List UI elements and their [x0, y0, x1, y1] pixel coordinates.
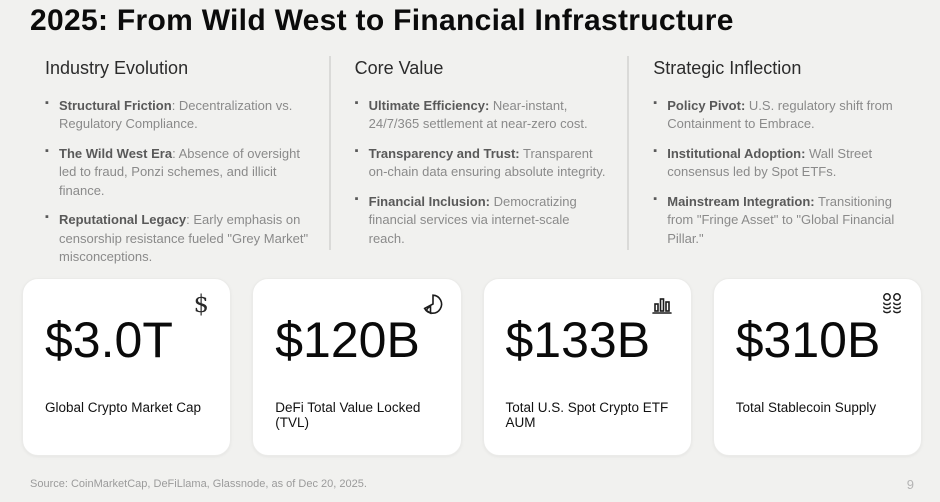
bullet-text: Transparent on-chain data ensuring absolute integrity. — [368, 145, 606, 180]
bullet-lead: Institutional Adoption: — [667, 145, 806, 161]
stat-cards-section — [22, 278, 922, 456]
bullet-text: : Early emphasis on censorship resistance fueled "Grey Market" misconceptions. — [59, 212, 309, 265]
source-note: Source: CoinMarketCap, DeFiLlama, Glassnode, as of Dec 20, 2025. — [30, 478, 367, 490]
stat-value: $3.0T — [45, 312, 173, 368]
page-title: 2025: From Wild West to Financial Infrastructure — [30, 4, 734, 37]
bullet-item — [355, 97, 608, 134]
bullet-item — [45, 145, 309, 200]
page-number: 9 — [906, 477, 914, 492]
bullet-lead: Structural Friction — [59, 98, 172, 113]
bullet-item — [45, 97, 309, 134]
stat-value: $120B — [275, 312, 420, 368]
column-header: Industry Evolution — [45, 58, 189, 78]
stat-card-defi-tvl — [252, 278, 461, 456]
coins-icon — [879, 291, 905, 317]
stat-label: Total U.S. Spot Crypto ETF AUM — [505, 400, 669, 430]
bullet-text: Near-instant, 24/7/365 settlement at near-zero cost. — [368, 98, 588, 132]
column-core-value — [329, 56, 628, 250]
bullet-text: Transitioning from "Fringe Asset" to "Global Financial Pillar." — [667, 193, 895, 246]
bullet-lead: Transparency and Trust: — [368, 145, 520, 161]
stat-value: $310B — [735, 312, 881, 368]
bullet-lead: Mainstream Integration: — [667, 193, 815, 209]
column-header: Strategic Inflection — [653, 58, 802, 78]
column-header: Core Value — [354, 58, 444, 78]
bullet-item — [355, 145, 608, 182]
bullet-item — [653, 145, 906, 182]
stat-value: $133B — [505, 312, 651, 368]
bullet-text: Wall Street consensus led by Spot ETFs. — [667, 145, 873, 180]
bar-chart-icon — [649, 291, 675, 317]
bullet-item — [653, 97, 906, 134]
stat-label: Total Stablecoin Supply — [735, 400, 877, 415]
bullet-lead: Financial Inclusion: — [368, 193, 490, 209]
bullet-item — [653, 193, 906, 248]
bullet-lead: Reputational Legacy — [59, 212, 187, 228]
stat-card-stablecoin-supply — [713, 278, 922, 456]
dollar-icon: $ — [193, 290, 209, 318]
bullet-text: : Absence of oversight led to fraud, Ponzi schemes, and illicit finance. — [59, 145, 300, 198]
bullet-text: : Decentralization vs. Regulatory Compliance. — [59, 98, 293, 132]
stat-label: DeFi Total Value Locked (TVL) — [275, 400, 421, 430]
bullet-list — [355, 97, 608, 248]
stat-label: Global Crypto Market Cap — [45, 400, 202, 415]
bullet-lead: Ultimate Efficiency: — [368, 98, 490, 113]
bullet-list — [653, 97, 906, 248]
bullet-text: U.S. regulatory shift from Containment to Embrace. — [667, 98, 893, 132]
bullet-lead: The Wild West Era — [59, 145, 173, 161]
column-strategic-inflection — [627, 56, 926, 250]
bullet-item — [45, 211, 309, 266]
columns-section — [30, 56, 926, 265]
bullet-list — [45, 97, 309, 267]
bullet-text: Democratizing financial services via internet-scale reach. — [368, 193, 577, 246]
bullet-item — [355, 193, 608, 248]
bullet-lead: Policy Pivot: — [667, 98, 746, 113]
column-industry-evolution — [30, 56, 329, 265]
stat-card-crypto-market-cap — [22, 278, 231, 456]
stat-card-etf-aum — [483, 278, 692, 456]
pie-chart-icon — [419, 291, 445, 317]
